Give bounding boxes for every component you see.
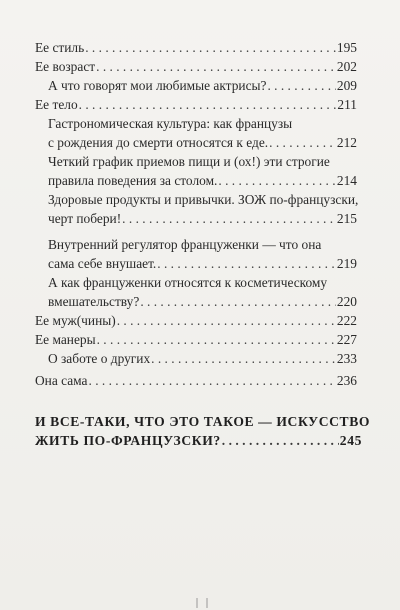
toc-entry-title: с рождения до смерти относятся к еде.: [48, 135, 269, 150]
toc-subentry: [48, 210, 357, 227]
toc-entry-page: 219: [336, 256, 357, 271]
dot-leader: [79, 96, 337, 113]
dot-leader: [267, 77, 335, 94]
toc-subentry-line: Гастрономическая культура: как французы: [48, 116, 293, 131]
toc-subentry: [48, 350, 357, 367]
toc-subentry: [48, 77, 357, 94]
toc-entry-page: 195: [336, 40, 357, 55]
toc-entry-page: 220: [336, 294, 357, 309]
toc-entry-title: черт побери!: [48, 211, 122, 226]
toc-entry-page: 215: [336, 211, 357, 226]
toc-entry-title: Ее тело: [35, 97, 78, 112]
dot-leader: [269, 134, 336, 151]
toc-entry: [35, 58, 357, 75]
toc-entry-title: правила поведения за столом.: [48, 173, 218, 188]
dot-leader: [157, 255, 336, 272]
toc-subentry-line: Здоровые продукты и привычки. ЗОЖ по-французски,: [48, 192, 359, 207]
dot-leader: [85, 39, 336, 56]
toc-entry-title: Она сама: [35, 373, 88, 388]
toc-entry-title: ЖИТЬ ПО-ФРАНЦУЗСКИ?: [35, 433, 221, 448]
toc-entry-title: Ее муж(чины): [35, 313, 116, 328]
toc-subentry-line: Внутренний регулятор француженки — что она: [48, 237, 322, 252]
toc-entry-title: Ее манеры: [35, 332, 96, 347]
dot-leader: [122, 210, 336, 227]
toc-entry-page: 209: [336, 78, 357, 93]
dot-leader: [140, 293, 336, 310]
final-chapter-entry: [35, 432, 362, 449]
dot-leader: [151, 350, 336, 367]
toc-entry-title: сама себе внушает.: [48, 256, 157, 271]
toc-subentry-line: Четкий график приемов пищи и (ох!) эти строгие: [48, 154, 330, 169]
toc-entry-page: 236: [336, 373, 357, 388]
toc-entry: [35, 372, 357, 389]
toc-entry-title: О заботе о других: [48, 351, 151, 366]
toc-subentry: [48, 172, 357, 189]
toc-entry-page: 222: [336, 313, 357, 328]
toc-entry-title: А что говорят мои любимые актрисы?: [48, 78, 267, 93]
toc-entry: [35, 312, 357, 329]
toc-entry-page: 212: [336, 135, 357, 150]
toc-entry-title: Ее возраст: [35, 59, 96, 74]
toc-entry-title: вмешательству?: [48, 294, 140, 309]
toc-entry: [35, 331, 357, 348]
toc-entry-page: 211: [337, 97, 357, 112]
toc-entry-page: 202: [336, 59, 357, 74]
dot-leader: [218, 172, 336, 189]
toc-subentry: [48, 134, 357, 151]
dot-leader: [89, 372, 336, 389]
dot-leader: [96, 58, 336, 75]
page-bottom-mark: [196, 598, 208, 608]
toc-subentry: [48, 255, 357, 272]
dot-leader: [222, 432, 339, 449]
toc-entry-title: Ее стиль: [35, 40, 85, 55]
final-chapter-line: И ВСЕ-ТАКИ, ЧТО ЭТО ТАКОЕ — ИСКУССТВО: [35, 414, 371, 429]
toc-entry-page: 214: [336, 173, 357, 188]
toc-entry-page: 227: [336, 332, 357, 347]
toc-subentry: [48, 293, 357, 310]
toc-subentry-line: А как француженки относятся к косметическому: [48, 275, 328, 290]
toc-entry-page: 245: [339, 433, 362, 448]
dot-leader: [97, 331, 336, 348]
dot-leader: [117, 312, 336, 329]
toc-entry: [35, 96, 357, 113]
toc-entry-page: 233: [336, 351, 357, 366]
toc-entry: [35, 39, 357, 56]
